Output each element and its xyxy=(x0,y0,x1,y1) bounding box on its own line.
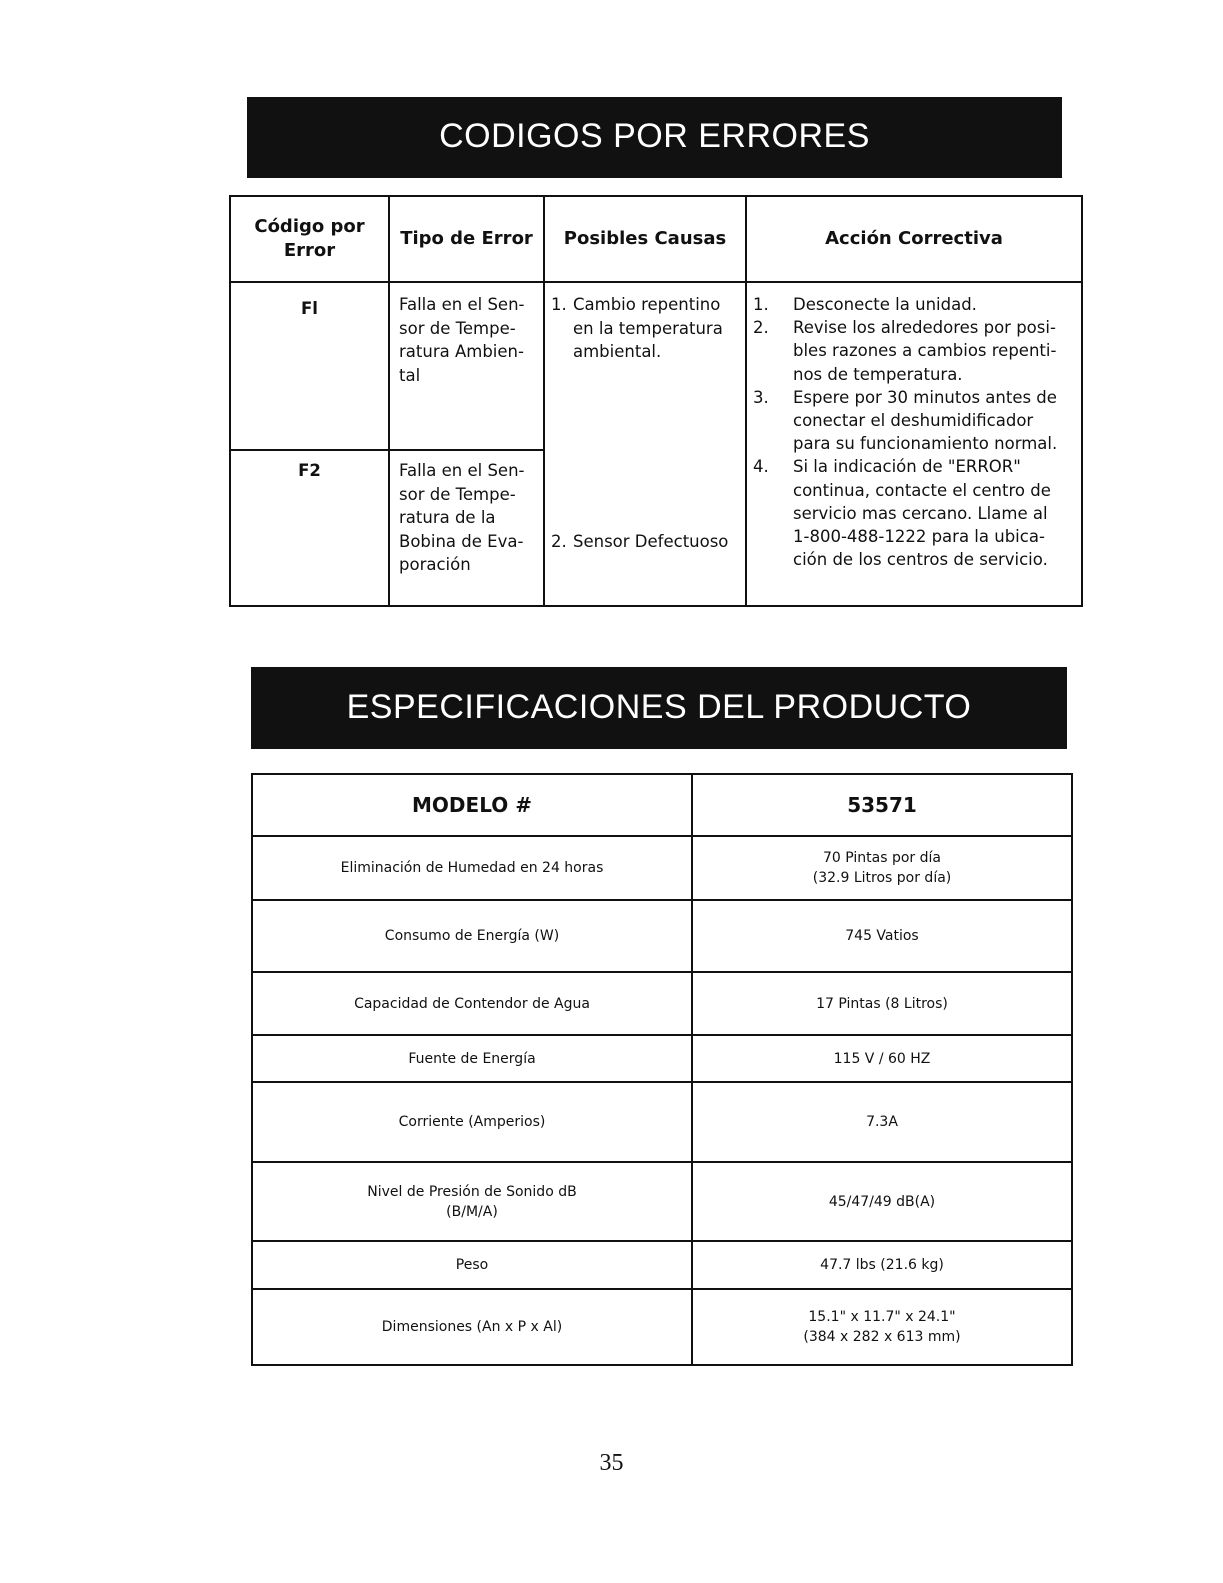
spec-label: Eliminación de Humedad en 24 horas xyxy=(340,860,604,876)
action-item xyxy=(753,455,1083,571)
error-codes-table xyxy=(229,195,1083,607)
header-possible-causes: Posibles Causas xyxy=(563,228,727,249)
error-code-f2: F2 xyxy=(298,461,321,480)
action-item xyxy=(753,293,1083,316)
model-number: 53571 xyxy=(847,793,917,817)
spec-value: 15.1" x 11.7" x 24.1" (384 x 282 x 613 mm) xyxy=(803,1309,961,1345)
spec-label: Peso xyxy=(455,1257,489,1273)
action-number: 4. xyxy=(753,457,769,477)
spec-label: Nivel de Presión de Sonido dB (B/M/A) xyxy=(367,1183,577,1220)
spec-row xyxy=(253,1083,1071,1163)
spec-label: Consumo de Energía (W) xyxy=(384,928,560,944)
table-header-row xyxy=(231,197,1081,283)
corrective-action-list xyxy=(753,293,1083,571)
cause-item xyxy=(551,530,743,554)
spec-row xyxy=(253,901,1071,973)
action-text: Desconecte la unidad. xyxy=(793,295,977,314)
cause-number: 1. xyxy=(551,295,567,314)
row-divider xyxy=(231,449,545,451)
spec-row xyxy=(253,1242,1071,1290)
cause-text: Cambio repentino en la temperatura ambiental. xyxy=(573,295,723,361)
spec-header-row xyxy=(253,775,1071,837)
action-text: Espere por 30 minutos antes de conectar el deshumidificador para su funcionamiento normal. xyxy=(793,387,1058,454)
spec-value: 7.3A xyxy=(866,1114,898,1130)
error-codes-title: CODIGOS POR ERRORES xyxy=(247,97,1062,178)
header-corrective-action: Acción Correctiva xyxy=(825,228,1003,249)
action-number: 1. xyxy=(753,295,769,314)
error-code-f1: Fl xyxy=(301,299,318,318)
error-type-f1: Falla en el Sen- sor de Tempe- ratura Ambien- tal xyxy=(399,295,525,385)
action-text: Si la indicación de "ERROR" continua, contacte el centro de servicio mas cercano. Llame al 1-800-488-1222 para la ubica- ción de los centros de servicio. xyxy=(793,457,1051,570)
spec-row xyxy=(253,973,1071,1036)
cause-item xyxy=(551,293,743,364)
spec-row xyxy=(253,837,1071,901)
action-item xyxy=(753,386,1083,456)
cause-text: Sensor Defectuoso xyxy=(573,532,729,551)
spec-label: Dimensiones (An x P x Al) xyxy=(381,1319,563,1335)
action-text: Revise los alrededores por posi- bles razones a cambios repenti- nos de temperatura. xyxy=(793,318,1057,384)
header-error-type: Tipo de Error xyxy=(400,228,533,249)
spec-row xyxy=(253,1036,1071,1083)
model-label: MODELO # xyxy=(412,793,532,817)
product-specs-title: ESPECIFICACIONES DEL PRODUCTO xyxy=(251,667,1067,749)
spec-value: 70 Pintas por día (32.9 Litros por día) xyxy=(812,850,952,886)
spec-label: Fuente de Energía xyxy=(408,1050,536,1067)
spec-label: Corriente (Amperios) xyxy=(398,1114,546,1130)
spec-value: 45/47/49 dB(A) xyxy=(828,1193,936,1210)
cause-number: 2. xyxy=(551,532,567,551)
action-number: 2. xyxy=(753,318,769,338)
product-specs-table xyxy=(251,773,1073,1366)
page-number: 35 xyxy=(599,1450,624,1476)
spec-value: 115 V / 60 HZ xyxy=(833,1050,931,1067)
error-type-f2: Falla en el Sen- sor de Tempe- ratura de la Bobina de Eva- poración xyxy=(399,461,525,574)
spec-value: 745 Vatios xyxy=(845,928,919,944)
spec-value: 47.7 lbs (21.6 kg) xyxy=(820,1257,944,1273)
header-error-code: Código por Error xyxy=(254,216,365,261)
spec-row xyxy=(253,1290,1071,1364)
spec-value: 17 Pintas (8 Litros) xyxy=(816,995,948,1012)
spec-row xyxy=(253,1163,1071,1242)
spec-label: Capacidad de Contendor de Agua xyxy=(354,995,590,1012)
action-number: 3. xyxy=(753,387,769,407)
action-item xyxy=(753,316,1083,386)
